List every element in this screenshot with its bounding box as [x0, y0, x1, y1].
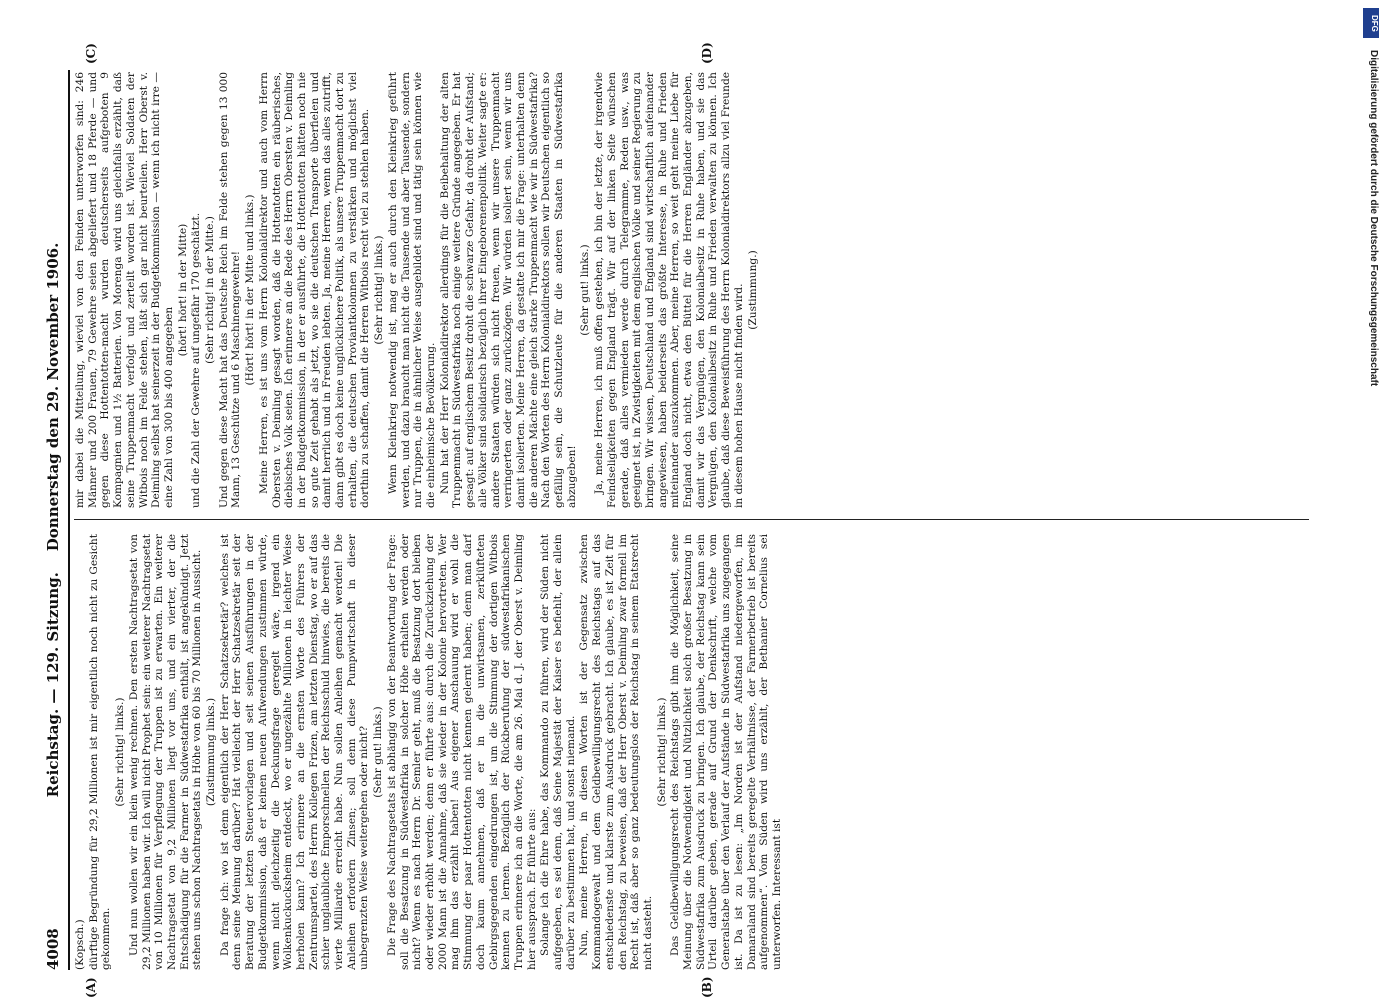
paragraph: (Sehr richtig! links.) — [655, 697, 668, 807]
paragraph: Nun hat der Herr Kolonialdirektor allerdings für die Beibehaltung der alten Truppenmacht in Südwestafrika noch einige weitere Gründe angegeben. Er hat gesagt: auf englischem Besitz droht die schwarze Gefahr, da droht der Aufstand; alle Völker sind solidarisch bezüglich ihrer Eingeborenenpolitik. Weiter sagte er: andere Staaten würden sich nicht freuen, wenn wir unsere Truppenmacht verringerten oder ganz zurückzögen. Wir würden isoliert sein, wenn wir uns damit isolierten. Meine Herren, da gestatte ich mir die Frage: unterhalten denn die anderen Mächte eine gleich starke Truppenmacht wie wir in Südwestafrika? Nach den Worten des Herrn Kolonialdirektors sollen wir Deutschen eigentlich so gefällig sein, die Schutzleute für die anderen Staaten in Südwestafrika abzugeben! — [438, 72, 578, 508]
paragraph: und die Zahl der Gewehre auf ungefähr 170 geschätzt. — [190, 212, 203, 508]
dfg-logo: DFG — [1363, 8, 1379, 38]
paragraph: (Sehr gut! links.) — [579, 244, 592, 336]
session-date: Donnerstag den 29. November 1906. — [44, 242, 62, 552]
paragraph: Und nun wollen wir ein klein wenig rechnen. Den ersten Nachtragsetat von 29,2 Millionen haben wir. Ich will nicht Prophet sein: ein weiterer Nachtragsetat von 10 Millionen für Verpflegung der Truppen ist zu erwarten. Ein weiterer Nachtragsetat von 9,2 Millionen liegt vor uns, und ein vierter, der die Entschädigung für die Farmer in Südwestafrika enthält, ist angekündigt. Jetzt stehen uns schon Nachtragsetats in Höhe von 60 bis 70 Millionen in Aussicht. — [127, 534, 204, 970]
paragraph: (Kopsch.) — [74, 919, 86, 970]
paragraph: Und gegen diese Macht hat das Deutsche Reich im Felde stehen gegen 13 000 Mann, 13 Geschütze und 6 Maschinengewehre! — [217, 72, 243, 508]
paragraph: Wenn Kleinkrieg notwendig ist, mag er auch durch den Kleinkrieg geführt werden, und dazu braucht man nicht die Tausende und aber Tausende, sondern nur Truppen, die in ähnlicher Weise ausgebildet sind und tätig sein können wie die einheimische Bevölkerung. — [386, 72, 437, 508]
paragraph: dürftige Begründung für 29,2 Millionen ist mir eigentlich noch nicht zu Gesicht gekommen. — [87, 534, 113, 970]
session-title — [44, 70, 62, 970]
rotated-page — [40, 40, 1340, 1000]
margin-marker-b: (B) — [700, 976, 714, 998]
margin-marker-c: (C) — [84, 43, 98, 64]
credit-text: Digitalisierung gefördert durch die Deutsche Forschungsgemeinschaft — [1368, 50, 1379, 387]
paragraph: (Zustimmung links.) — [205, 697, 218, 807]
page-header — [40, 70, 70, 970]
right-column — [74, 72, 1309, 508]
paragraph: (hört! hört! in der Mitte) — [176, 223, 189, 357]
paragraph: (Hört! hört! in der Mitte und links.) — [244, 194, 257, 386]
paragraph: Solange ich die Ehre habe, das Kommando zu führen, wird der Süden nicht aufgegeben, es sei denn, daß Seine Majestät der Kaiser es befiehlt, der allein darüber zu bestimmen hat, und sonst niemand. — [539, 534, 577, 970]
digitization-credit — [1363, 10, 1379, 990]
paragraph: (Sehr gut! links.) — [372, 706, 385, 798]
paragraph: (Sehr richtig! links.) — [114, 697, 127, 807]
column-divider — [74, 519, 1309, 520]
left-column — [74, 534, 1309, 970]
page-number: 4008 — [44, 928, 62, 970]
paragraph: (Sehr richtig! in der Mitte.) — [204, 216, 217, 364]
paragraph: (Zustimmung.) — [746, 250, 759, 330]
paragraph: Ja, meine Herren, ich muß offen gestehen, ich bin der letzte, der irgendwie Feindseligkeiten gegen England trägt. Wir auf der linken Seite wünschen gerade, daß alles vermieden werde durch Telegramme, Reden usw., was geeignet ist, in Zwistigkeiten mit dem englischen Volke und seiner Regierung zu bringen. Wir wissen, Deutschland und England sind wirtschaftlich aufeinander angewiesen, haben beiderseits das größte Interesse, in Ruhe und Frieden miteinander auszukommen. Aber, meine Herren, so weit geht meine Liebe für England doch nicht, etwa den Büttel für die Herren Engländer abzugeben, damit wir das Vergnügen, den Kolonialbesitz in Ruhe haben, und sie das Vergnügen, den Kolonialbesitz in Ruhe und Frieden verwalten zu können. Ich glaube, daß diese Beweisführung des Herrn Kolonialdirektors allzu viel Freunde in diesem hohen Hause nicht finden wird. — [593, 72, 745, 508]
paragraph: Die Frage des Nachtragsetats ist abhängig von der Beantwortung der Frage: soll die Besatzung in Südwestafrika in solcher Höhe erhalten werden oder nicht? Wenn es nach Herrn Dr. Semler geht, muß die Besatzung dort bleiben oder wieder erhöht werden; denn er führte aus: durch die Zurückziehung der 2000 Mann ist die Annahme, daß sie wieder in der Kolonie hervortreten. Wer mag ihm das erzählt haben! Aus eigener Anschauung wird er wohl die Stimmung der paar Hottentotten nicht kennen gelernt haben; denn man darf doch kaum annehmen, daß er in die unwirtsamen, zerklüfteten Gebirgsgegenden eingedrungen ist, um die Stimmung der dortigen Witbois kennen zu lernen. Bezüglich der Rückberufung der südwestafrikanischen Truppen erinnere ich an die Worte, die am 26. Mai d. J. der Oberst v. Deimling hier aussprach. Er führte aus: — [385, 534, 538, 970]
session-label: Reichstag. — 129. Sitzung. — [44, 572, 62, 798]
paragraph: Das Geldbewilligungsrecht des Reichstags gibt ihm die Möglichkeit, seine Meinung über die Notwendigkeit und Nützlichkeit solch großer Besatzung in Südwestafrika zum Ausdruck zu bringen. Ich glaube, der Reichstag kann sein Urteil darüber geben, gerade auf Grund der Denkschrift, welche vom Generalstabe über den Verlauf der Aufstände in Südwestafrika uns zugegangen ist. Da ist zu lesen: „Im Norden ist der Aufstand niedergeworfen, im Damaraland sind bereits geregelte Verhältnisse, der Farmerbetrieb ist bereits aufgenommen“. Vom Süden wird uns erzählt, der Bethanier Cornelius sei unterworfen. Interessant ist — [669, 534, 783, 970]
paragraph: mir dabei die Mitteilung, wieviel von den Feinden unterworfen sind: 246 Männer und 200 Frauen, 79 Gewehre seien abgeliefert und 18 Pferde — und gegen diese Hottentotten-macht wurden deutscherseits aufgeboten 9 Kompagnien und 1½ Batterien. Von Morenga wird uns gleichfalls erzählt, daß seine Truppenmacht verfolgt und zerteilt worden ist. Wieviel Soldaten der Witbois noch im Felde stehen, läßt sich gar nicht beurteilen. Herr Oberst v. Deimling selbst hat seinerzeit in der Budgetkommission — wenn ich nicht irre — eine Zahl von 300 bis 400 angegeben — [74, 72, 175, 508]
margin-marker-d: (D) — [700, 42, 714, 64]
paragraph: Nun, meine Herren, in diesen Worten ist der Gegensatz zwischen Kommandogewalt und dem Geldbewilligungsrecht des Reichstags auf das entschiedenste und klarste zum Ausdruck gebracht. Ich glaube, es ist Zeit für den Reichstag, zu beweisen, daß der Herr Oberst v. Deimling zwar formell im Recht ist, daß aber so ganz bedeutungslos der Reichstag in seinem Etatsrecht nicht dasteht. — [578, 534, 654, 970]
paragraph: (Sehr richtig! links.) — [373, 235, 386, 345]
paragraph: Da frage ich: wo ist denn eigentlich der Herr Schatzsekretär? welches ist denn seine Meinung darüber? Hat vielleicht der Herr Schatzsekretär seit der Beratung der letzten Steuervorlagen und seit seinen Ausführungen in der Budgetkommission, daß er keinen neuen Aufwendungen zustimmen würde, wenn nicht gleichzeitig die Deckungsfrage geregelt wäre, irgend ein Wolkenkuckucksheim entdeckt, wo er ungezählte Millionen in leichter Weise herholen kann? Ich erinnere an die ernsten Worte des Führers der Zentrumspartei, des Herrn Kollegen Frizen, am letzten Dienstag, wo er auf das schier unglaubliche Emporschnellen der Reichsschuld hinwies, die bereits die vierte Milliarde erreicht habe. Nun sollen Anleihen gemacht werden! Die Anleihen erfordern Zinsen; soll denn diese Pumpwirtschaft in dieser unbegrenzten Weise weitergehen oder nicht? — [218, 534, 371, 970]
paragraph: Meine Herren, es ist uns vom Herrn Kolonialdirektor und auch vom Herrn Obersten v. Deimling gesagt worden, daß die Hottentotten ein räuberisches, diebisches Volk seien. Ich erinnere an die Rede des Herrn Obersten v. Deimling in der Budgetkommission, in der er ausführte, die Hottentotten hätten noch nie so gute Zeit gehabt als jetzt, wo sie die deutschen Transporte überfielen und damit herrlich und in Freuden lebten. Ja, meine Herren, wenn das alles zutrifft, dann gibt es doch keine unglücklichere Politik, als unsere Truppenmacht dort zu erhalten, die deutschen Proviantkolonnen zu verstärken und möglichst viel dorthin zu schaffen, damit die Herren Witbois recht viel zu stehlen haben. — [257, 72, 372, 508]
margin-marker-a: (A) — [84, 977, 98, 998]
